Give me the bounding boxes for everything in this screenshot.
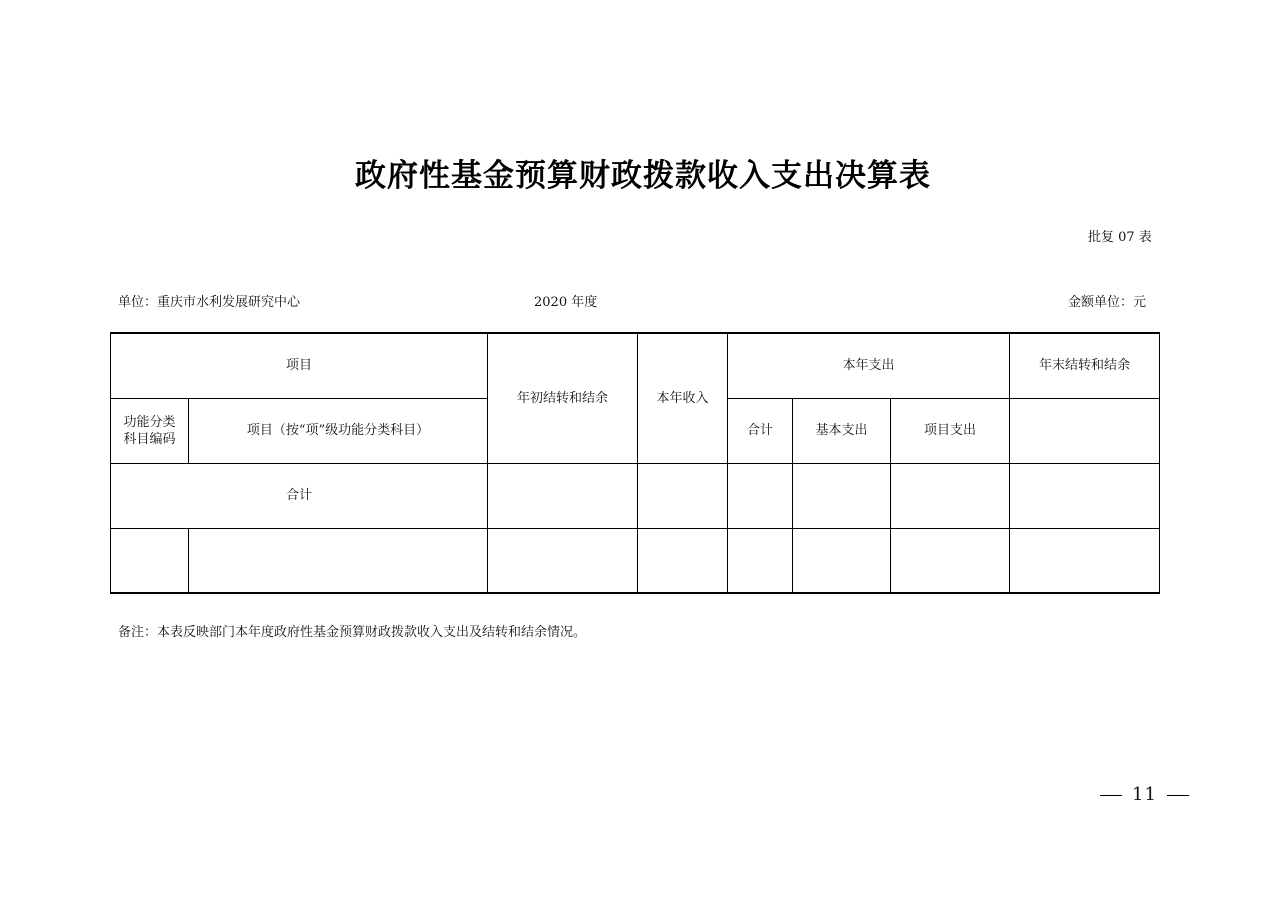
total-basic-expense (793, 463, 891, 528)
header-current-income: 本年收入 (638, 333, 728, 463)
dash-left (1100, 795, 1122, 796)
row-project-expense (891, 528, 1010, 593)
header-expense-total: 合计 (728, 398, 793, 463)
function-code-label: 功能分类科目编码 (123, 414, 176, 447)
total-closing-balance (1010, 463, 1160, 528)
page-number (1090, 784, 1199, 805)
row-project-name (189, 528, 488, 593)
year-label: 2020 年度 (534, 295, 598, 310)
row-current-income (638, 528, 728, 593)
unit-label: 单位：重庆市水利发展研究中心 (118, 295, 301, 310)
header-current-expense: 本年支出 (728, 333, 1010, 398)
row-expense-total (728, 528, 793, 593)
total-opening-balance (488, 463, 638, 528)
header-project-detail: 项目（按“项”级功能分类科目） (189, 398, 488, 463)
page-number-value: 11 (1132, 784, 1157, 805)
header-project-expense: 项目支出 (891, 398, 1010, 463)
footnote: 备注：本表反映部门本年度政府性基金预算财政拨款收入支出及结转和结余情况。 (118, 625, 587, 640)
header-basic-expense: 基本支出 (793, 398, 891, 463)
row-closing-balance (1010, 528, 1160, 593)
dash-right (1167, 795, 1189, 796)
total-expense-total (728, 463, 793, 528)
header-function-code (111, 398, 189, 463)
header-closing-balance: 年末结转和结余 (1010, 333, 1160, 398)
total-project-expense (891, 463, 1010, 528)
form-number: 批复 07 表 (1088, 230, 1152, 245)
amount-unit-label: 金额单位：元 (1068, 295, 1147, 310)
row-opening-balance (488, 528, 638, 593)
table-row (111, 528, 1160, 593)
header-opening-balance: 年初结转和结余 (488, 333, 638, 463)
budget-table (110, 332, 1160, 594)
total-row (111, 463, 1160, 528)
page-title: 政府性基金预算财政拨款收入支出决算表 (355, 158, 931, 194)
total-label: 合计 (111, 463, 488, 528)
row-function-code (111, 528, 189, 593)
header-closing-balance-blank (1010, 398, 1160, 463)
header-project: 项目 (111, 333, 488, 398)
row-basic-expense (793, 528, 891, 593)
total-current-income (638, 463, 728, 528)
